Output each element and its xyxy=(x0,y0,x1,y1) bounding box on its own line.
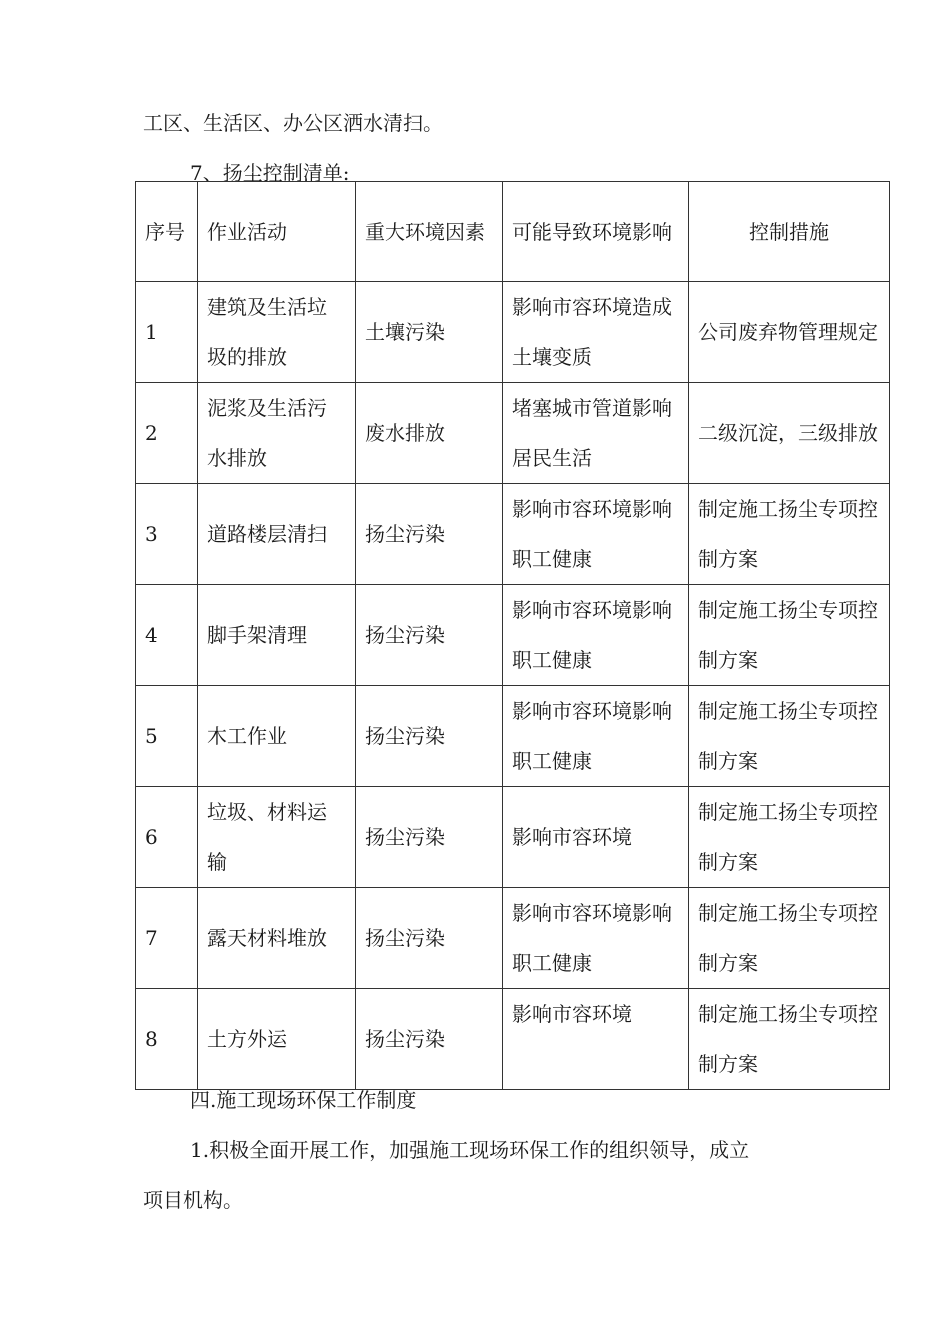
cell-measure: 公司废弃物管理规定 xyxy=(689,282,890,383)
cell-measure: 制定施工扬尘专项控制方案 xyxy=(689,989,890,1090)
paragraph-item-1: 1.积极全面开展工作，加强施工现场环保工作的组织领导，成立 xyxy=(190,1138,750,1162)
cell-seq: 1 xyxy=(136,282,198,383)
cell-factor: 扬尘污染 xyxy=(356,585,503,686)
cell-impact: 影响市容环境 xyxy=(503,787,689,888)
cell-measure: 制定施工扬尘专项控制方案 xyxy=(689,585,890,686)
cell-impact: 影响市容环境影响职工健康 xyxy=(503,484,689,585)
cell-activity: 露天材料堆放 xyxy=(198,888,356,989)
dust-control-table xyxy=(135,181,890,1090)
cell-seq: 6 xyxy=(136,787,198,888)
cell-seq: 5 xyxy=(136,686,198,787)
cell-impact: 影响市容环境影响职工健康 xyxy=(503,585,689,686)
table-row xyxy=(136,585,890,686)
cell-factor: 扬尘污染 xyxy=(356,686,503,787)
cell-factor: 扬尘污染 xyxy=(356,484,503,585)
section-heading-env-system: 四.施工现场环保工作制度 xyxy=(190,1088,417,1112)
cell-measure: 制定施工扬尘专项控制方案 xyxy=(689,888,890,989)
cell-factor: 扬尘污染 xyxy=(356,989,503,1090)
header-measure: 控制措施 xyxy=(689,182,890,282)
cell-activity: 道路楼层清扫 xyxy=(198,484,356,585)
cell-seq: 3 xyxy=(136,484,198,585)
header-activity: 作业活动 xyxy=(198,182,356,282)
cell-activity: 垃圾、材料运输 xyxy=(198,787,356,888)
cell-factor: 土壤污染 xyxy=(356,282,503,383)
table-row xyxy=(136,686,890,787)
cell-measure: 制定施工扬尘专项控制方案 xyxy=(689,686,890,787)
table-row xyxy=(136,484,890,585)
cell-seq: 8 xyxy=(136,989,198,1090)
cell-impact: 堵塞城市管道影响居民生活 xyxy=(503,383,689,484)
table-row xyxy=(136,787,890,888)
table-row xyxy=(136,383,890,484)
cell-activity: 土方外运 xyxy=(198,989,356,1090)
header-factor: 重大环境因素 xyxy=(356,182,503,282)
cell-measure: 制定施工扬尘专项控制方案 xyxy=(689,484,890,585)
section-heading-dust-list: 7、扬尘控制清单: xyxy=(190,161,350,185)
cell-impact: 影响市容环境影响职工健康 xyxy=(503,686,689,787)
cell-activity: 建筑及生活垃圾的排放 xyxy=(198,282,356,383)
cell-factor: 扬尘污染 xyxy=(356,888,503,989)
table-header-row xyxy=(136,182,890,282)
paragraph-item-1-continued: 项目机构。 xyxy=(143,1188,243,1212)
cell-impact: 影响市容环境影响职工健康 xyxy=(503,888,689,989)
cell-activity: 脚手架清理 xyxy=(198,585,356,686)
cell-activity: 泥浆及生活污水排放 xyxy=(198,383,356,484)
table-row xyxy=(136,282,890,383)
cell-seq: 2 xyxy=(136,383,198,484)
cell-measure: 二级沉淀，三级排放 xyxy=(689,383,890,484)
cell-measure: 制定施工扬尘专项控制方案 xyxy=(689,787,890,888)
cell-impact: 影响市容环境 xyxy=(503,989,689,1090)
cell-factor: 废水排放 xyxy=(356,383,503,484)
cell-seq: 7 xyxy=(136,888,198,989)
table-row xyxy=(136,989,890,1090)
cell-impact: 影响市容环境造成土壤变质 xyxy=(503,282,689,383)
header-impact: 可能导致环境影响 xyxy=(503,182,689,282)
cell-activity: 木工作业 xyxy=(198,686,356,787)
cell-factor: 扬尘污染 xyxy=(356,787,503,888)
table-row xyxy=(136,888,890,989)
header-seq: 序号 xyxy=(136,182,198,282)
cell-seq: 4 xyxy=(136,585,198,686)
paragraph-closing-line: 工区、生活区、办公区洒水清扫。 xyxy=(143,111,443,135)
